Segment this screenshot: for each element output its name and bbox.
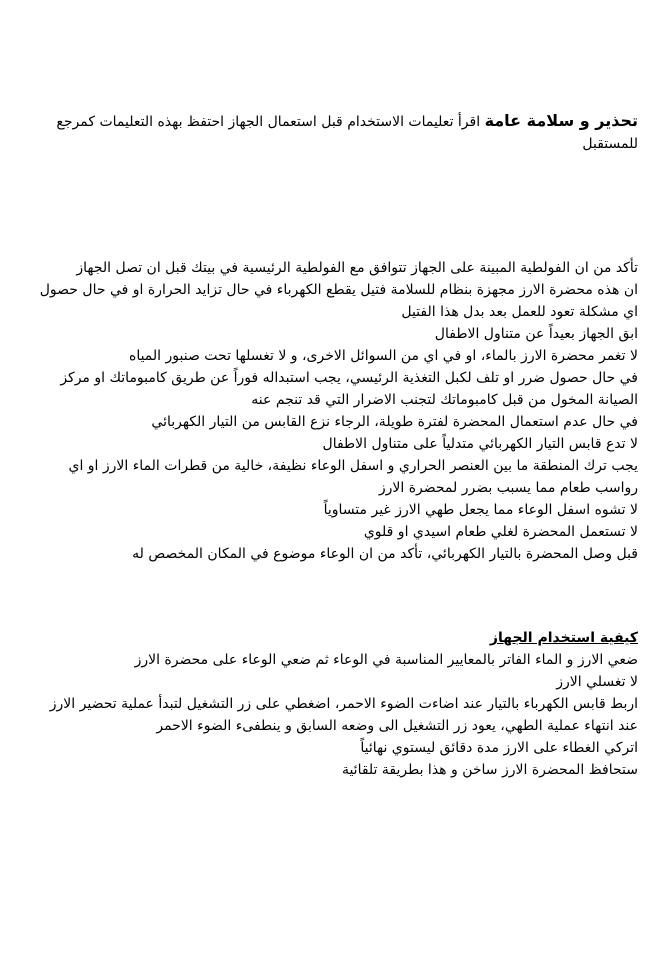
- usage-step: اربط قابس الكهرباء بالتيار عند اضاءت الضوء الاحمر، اضغطي على زر التشغيل لتبدأ عملية تحضير الارز: [49, 696, 638, 712]
- intro-text: اقرأ تعليمات الاستخدام قبل استعمال الجهاز احتفظ بهذه التعليمات كمرجع للمستقبل: [56, 114, 638, 152]
- warning-item: لا تغمر محضرة الارز بالماء، او في اي من السوائل الاخرى، و لا تغسلها تحت صنبور المياه: [128, 348, 638, 364]
- warning-item: قبل وصل المحضرة بالتيار الكهربائي، تأكد من ان الوعاء موضوع في المكان المخصص له: [132, 546, 638, 562]
- spacer: [34, 565, 638, 627]
- warning-item: ان هذه محضرة الارز مجهزة بنظام للسلامة فتيل يقطع الكهرباء في حال تزايد الحرارة او في حال حصول اي مشكلة تعود للعمل بعد بدل هذا الفتيل: [39, 282, 638, 320]
- usage-step: ستحافظ المحضرة الارز ساخن و هذا بطريقة تلقائية: [341, 762, 638, 778]
- usage-step: ضعي الارز و الماء الفاتر بالمعايير المناسبة في الوعاء ثم ضعي الوعاء على محضرة الارز: [134, 652, 638, 668]
- warnings-list: [34, 257, 638, 565]
- intro-paragraph: [34, 110, 638, 155]
- usage-step: عند انتهاء عملية الطهي، يعود زر التشغيل الى وضعه السابق و ينطفىء الضوء الاحمر: [156, 718, 638, 734]
- warning-item: لا تشوه اسفل الوعاء مما يجعل طهي الارز غير متساوياً: [323, 502, 638, 518]
- usage-title: كيفية استخدام الجهاز: [489, 630, 638, 646]
- warning-item: في حال عدم استعمال المحضرة لفترة طويلة، الرجاء نزع القابس من التيار الكهربائي: [151, 414, 638, 430]
- warning-item: في حال حصول ضرر او تلف لكبل التغذية الرئيسي، يجب استبداله فوراً عن طريق كامبوماتك او مركز الصيانة المخول من قبل كامبوماتك لتجنب الاضرار التي قد تنجم عنه: [60, 370, 638, 408]
- safety-title: تحذير و سلامة عامة: [484, 111, 638, 130]
- warning-item: يجب ترك المنطقة ما بين العنصر الحراري و اسفل الوعاء نظيفة، خالية من قطرات الماء الارز او اي رواسب طعام مما يسبب بضرر لمحضرة الارز: [68, 458, 638, 496]
- usage-step: اتركي الغطاء على الارز مدة دقائق ليستوي نهائياً: [360, 740, 638, 756]
- warning-item: ابق الجهاز بعيداً عن متناول الاطفال: [434, 326, 638, 342]
- usage-steps-list: [34, 649, 638, 781]
- document-page: [34, 110, 638, 781]
- warning-item: لا تستعمل المحضرة لغلي طعام اسيدي او قلوي: [363, 524, 638, 540]
- usage-step: لا تغسلي الارز: [556, 674, 638, 690]
- spacer: [34, 155, 638, 257]
- warning-item: لا تدع قابس التيار الكهربائي متدلياً على متناول الاطفال: [322, 436, 638, 452]
- warning-item: تأكد من ان الفولطية المبينة على الجهاز تتوافق مع الفولطية الرئيسية في بيتك قبل ان تصل الجهاز: [76, 260, 638, 276]
